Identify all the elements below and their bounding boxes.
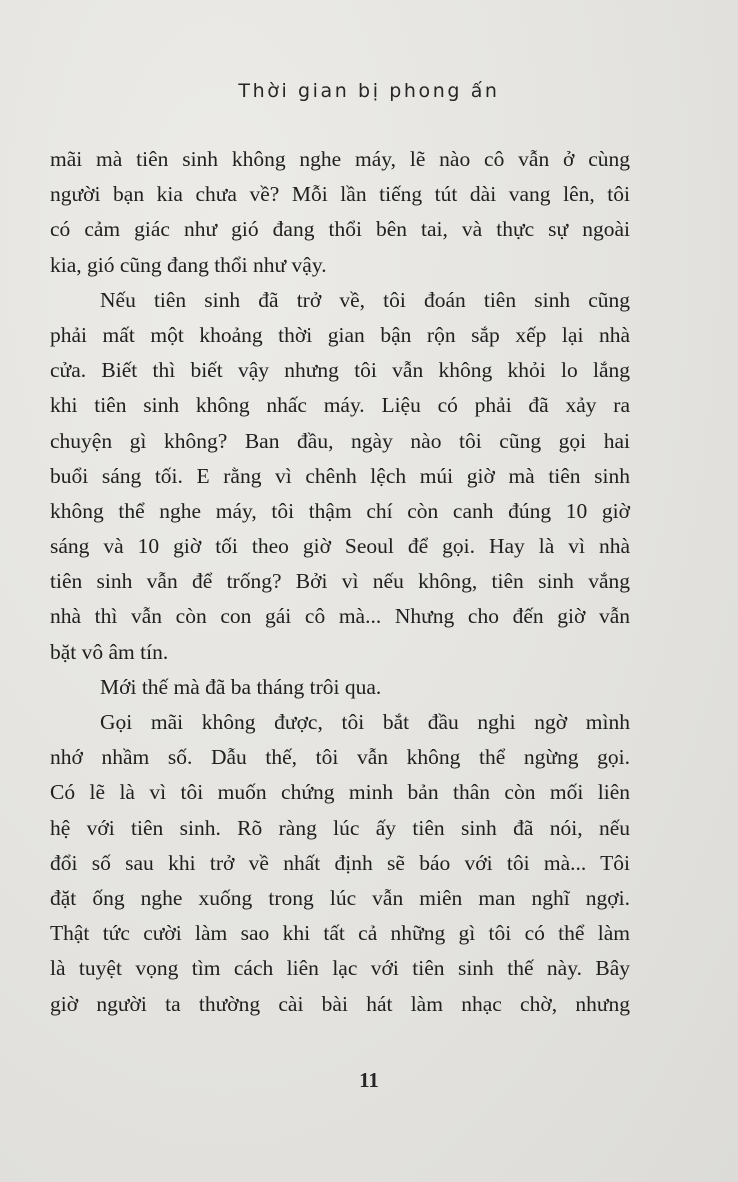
text-line: sáng và 10 giờ tối theo giờ Seoul để gọi. Hay là vì nhà xyxy=(50,534,630,559)
text-line: Có lẽ là vì tôi muốn chứng minh bản thân còn mối liên xyxy=(50,780,630,805)
running-head: Thời gian bị phong ấn xyxy=(238,80,500,102)
text-line: nhớ nhầm số. Dẫu thế, tôi vẫn không thể ngừng gọi. xyxy=(50,745,630,770)
text-line: phải mất một khoảng thời gian bận rộn sắp xếp lại nhà xyxy=(50,322,630,347)
text-line: bặt vô âm tín. xyxy=(50,639,169,664)
text-line: đặt ống nghe xuống trong lúc vẫn miên man nghĩ ngợi. xyxy=(50,885,630,910)
text-line: cửa. Biết thì biết vậy nhưng tôi vẫn không khỏi lo lắng xyxy=(50,358,630,383)
text-line: tiên sinh vẫn để trống? Bởi vì nếu không, tiên sinh vắng xyxy=(50,569,630,594)
text-line: khi tiên sinh không nhấc máy. Liệu có phải đã xảy ra xyxy=(50,393,630,418)
text-line: nhà thì vẫn còn con gái cô mà... Nhưng cho đến giờ vẫn xyxy=(50,604,630,629)
text-line: Mới thế mà đã ba tháng trôi qua. xyxy=(100,674,382,699)
text-line: là tuyệt vọng tìm cách liên lạc với tiên sinh thế này. Bây xyxy=(50,956,630,981)
text-line: người bạn kia chưa về? Mỗi lần tiếng tút dài vang lên, tôi xyxy=(50,182,630,207)
text-line: kia, gió cũng đang thổi như vậy. xyxy=(50,252,327,277)
text-line: Gọi mãi không được, tôi bắt đầu nghi ngờ mình xyxy=(100,710,630,734)
text-line: Nếu tiên sinh đã trở về, tôi đoán tiên sinh cũng xyxy=(100,287,630,312)
text-line: mãi mà tiên sinh không nghe máy, lẽ nào cô vẫn ở cùng xyxy=(50,147,630,171)
text-line: hệ với tiên sinh. Rõ ràng lúc ấy tiên sinh đã nói, nếu xyxy=(50,815,630,840)
text-line: đổi số sau khi trở về nhất định sẽ báo với tôi mà... Tôi xyxy=(50,850,630,875)
body-text xyxy=(50,142,630,1022)
text-line: có cảm giác như gió đang thổi bên tai, và thực sự ngoài xyxy=(50,217,630,242)
page-number: 11 xyxy=(359,1068,379,1092)
text-line: buổi sáng tối. E rằng vì chênh lệch múi giờ mà tiên sinh xyxy=(50,463,630,488)
text-line: không thể nghe máy, tôi thậm chí còn canh đúng 10 giờ xyxy=(50,498,630,523)
text-line: giờ người ta thường cài bài hát làm nhạc chờ, nhưng xyxy=(50,991,630,1016)
text-line: chuyện gì không? Ban đầu, ngày nào tôi cũng gọi hai xyxy=(50,428,630,453)
text-line: Thật tức cười làm sao khi tất cả những gì tôi có thể làm xyxy=(50,921,630,946)
